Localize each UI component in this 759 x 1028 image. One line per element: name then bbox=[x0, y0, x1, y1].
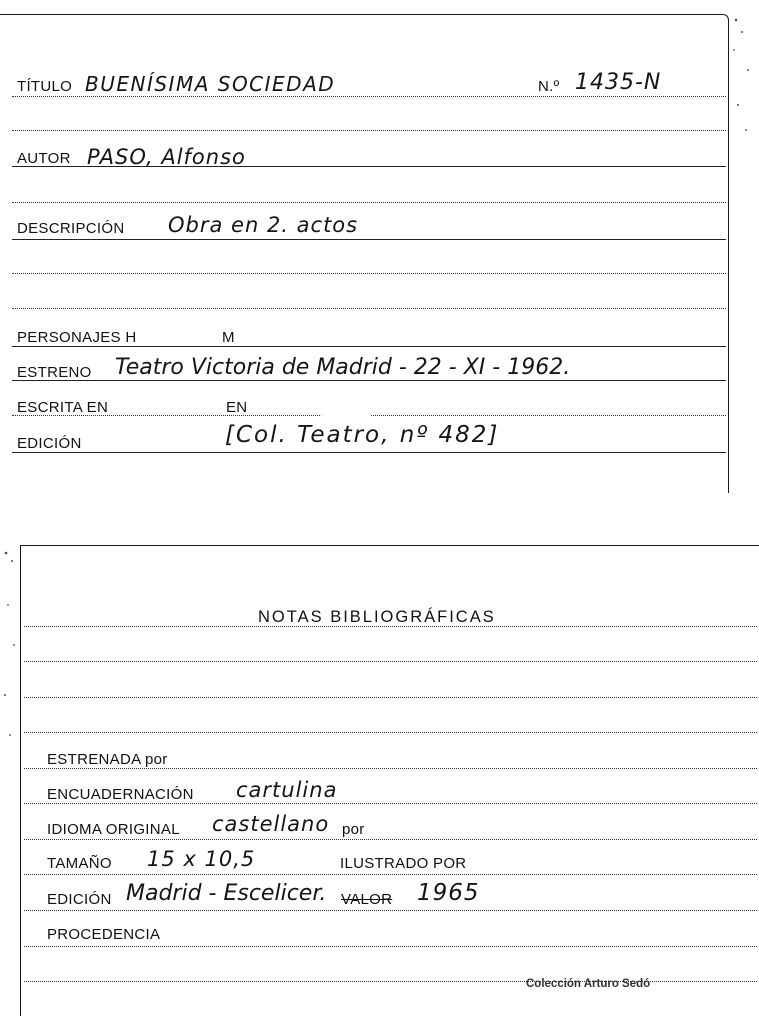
ruled-line bbox=[24, 910, 757, 911]
estrenada-label: ESTRENADA por bbox=[47, 751, 168, 768]
tamano-label: TAMAÑO bbox=[47, 855, 112, 872]
estreno-label: ESTRENO bbox=[17, 364, 92, 381]
ruled-line bbox=[24, 661, 757, 662]
ruled-line bbox=[24, 874, 757, 875]
numero-value: 1435-N bbox=[575, 70, 662, 95]
ruled-line bbox=[24, 697, 757, 698]
autor-value: PASO, Alfonso bbox=[87, 145, 246, 169]
ruled-line bbox=[12, 130, 726, 131]
titulo-value: BUENÍSIMA SOCIEDAD bbox=[85, 72, 336, 96]
ruled-line bbox=[24, 732, 757, 733]
valor-label: VALOR bbox=[341, 891, 393, 908]
idioma-label: IDIOMA ORIGINAL bbox=[47, 821, 180, 838]
descripcion-label: DESCRIPCIÓN bbox=[17, 220, 125, 237]
scan-speckle bbox=[728, 10, 759, 140]
ruled-line bbox=[24, 839, 757, 840]
personajes-label: PERSONAJES H bbox=[17, 329, 137, 346]
ruled-line bbox=[12, 239, 726, 240]
escrita-en-label: EN bbox=[226, 399, 248, 416]
numero-label: N.º bbox=[538, 78, 560, 95]
notas-heading: NOTAS BIBLIOGRÁFICAS bbox=[258, 608, 496, 626]
escrita-label: ESCRITA EN bbox=[17, 399, 109, 416]
idioma-por-label: por bbox=[342, 821, 365, 838]
ruled-line bbox=[12, 273, 726, 274]
estreno-value: Teatro Victoria de Madrid - 22 - XI - 1962. bbox=[115, 355, 571, 380]
titulo-label: TÍTULO bbox=[17, 78, 73, 95]
ruled-line bbox=[12, 308, 726, 309]
ruled-line bbox=[12, 202, 726, 203]
ruled-line bbox=[12, 346, 726, 347]
descripcion-value: Obra en 2. actos bbox=[168, 213, 359, 237]
valor-value: 1965 bbox=[417, 880, 480, 906]
autor-label: AUTOR bbox=[17, 150, 71, 167]
ruled-line bbox=[24, 626, 757, 627]
ruled-line bbox=[24, 768, 757, 769]
punch-hole bbox=[318, 398, 374, 422]
ruled-line bbox=[24, 803, 757, 804]
edicion-value: Madrid - Escelicer. bbox=[126, 881, 327, 906]
procedencia-label: PROCEDENCIA bbox=[47, 926, 161, 943]
ruled-line bbox=[24, 946, 757, 947]
encuadernacion-value: cartulina bbox=[236, 778, 338, 802]
encuadernacion-label: ENCUADERNACIÓN bbox=[47, 786, 194, 803]
edicion-label: EDICIÓN bbox=[47, 891, 112, 908]
idioma-value: castellano bbox=[212, 812, 330, 836]
edicion-label: EDICIÓN bbox=[17, 435, 82, 452]
collection-footer: Colección Arturo Sedó bbox=[526, 978, 651, 990]
ruled-line bbox=[12, 452, 726, 453]
ruled-line bbox=[12, 380, 726, 381]
ruled-line bbox=[12, 96, 726, 97]
edicion-value: [Col. Teatro, nº 482] bbox=[225, 422, 500, 448]
tamano-value: 15 x 10,5 bbox=[147, 847, 256, 871]
personajes-m-label: M bbox=[222, 329, 235, 346]
scan-speckle bbox=[0, 545, 22, 745]
ilustrado-label: ILUSTRADO POR bbox=[340, 855, 467, 872]
